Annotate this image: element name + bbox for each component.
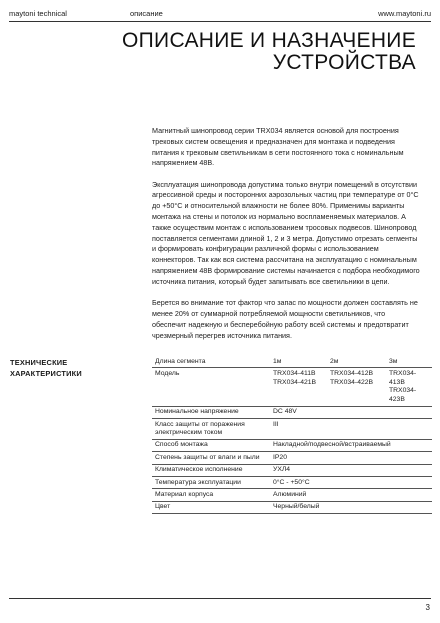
page-title [122, 30, 416, 74]
table-row [152, 501, 432, 513]
footer-divider [9, 598, 431, 599]
spec-value: УХЛ4 [270, 464, 432, 476]
specs-heading [10, 358, 82, 379]
header-divider [9, 21, 431, 22]
page-title-line-1: ОПИСАНИЕ И НАЗНАЧЕНИЕ [122, 29, 416, 52]
spec-label: Степень защиты от влаги и пыли [152, 452, 270, 464]
website-link[interactable]: www.maytoni.ru [378, 9, 431, 18]
spec-value: TRX034-412B TRX034-422B [327, 368, 386, 406]
specs-table [152, 356, 432, 514]
spec-value: 1м [270, 356, 327, 368]
spec-value: Алюминий [270, 489, 432, 501]
spec-label: Климатическое исполнение [152, 464, 270, 476]
page-number: 3 [425, 603, 430, 612]
spec-value: IP20 [270, 452, 432, 464]
spec-value: 2м [327, 356, 386, 368]
description-paragraph-1: Магнитный шинопровод серии TRX034 является основой для построения трековых систем освещения и предназначен для монтажа и подведения питания к трековым светильникам в сети постоянного тока с номинальным напряжением 48В. [152, 126, 404, 168]
specs-heading-line-2: ХАРАКТЕРИСТИКИ [10, 368, 82, 378]
table-row [152, 356, 432, 368]
table-row [152, 439, 432, 451]
description-paragraph-3: Берется во внимание тот фактор что запас по мощности должен составлять не менее 20% от суммарной потребляемой мощности светильников, что обеспечит надежную и бесперебойную работу всей системы и предотвратит чрезмерный перегрев источника питания. [152, 298, 418, 340]
description-paragraph-2: Эксплуатация шинопровода допустима только внутри помещений в отсутствии агрессивной среды и посторонних аэрозольных частиц при температуре от 0°С до +50°С и относительной влажности не более 80%. Применимы варианты монтажа на стены и потолок из нормально воспламеняемых материалов. А также осуществим монтаж с использованием тросовых подвесов. Шинопровод поставляется сегментами длиной 1, 2 и 3 метра. Допустимо отрезать сегменты и формировать конфигурации различной формы с использованием коннекторов. Так как вся система рассчитана на эксплуатацию с номинальным напряжением 48В формирование системы начинается с подбора необходимого источника питания, который будет запитывать все светильники в цепи. [152, 179, 420, 286]
spec-value: TRX034-413B TRX034-423B [386, 368, 432, 406]
page-header [9, 9, 431, 21]
spec-value: TRX034-411B TRX034-421B [270, 368, 327, 406]
spec-label: Номинальное напряжение [152, 406, 270, 418]
spec-value: 3м [386, 356, 432, 368]
table-row [152, 418, 432, 439]
spec-label: Длина сегмента [152, 356, 270, 368]
spec-value: Накладной/подвесной/встраиваемый [270, 439, 432, 451]
spec-label: Модель [152, 368, 270, 406]
table-row [152, 406, 432, 418]
brand-label: maytoni technical [9, 9, 67, 18]
spec-label: Материал корпуса [152, 489, 270, 501]
spec-value: 0°С - +50°С [270, 477, 432, 489]
spec-value: III [270, 418, 432, 439]
table-row [152, 368, 432, 406]
description-body [152, 126, 420, 352]
section-label: описание [130, 9, 163, 18]
table-row [152, 464, 432, 476]
table-row [152, 489, 432, 501]
spec-label: Температура эксплуатации [152, 477, 270, 489]
specs-heading-line-1: ТЕХНИЧЕСКИЕ [10, 358, 68, 367]
spec-value: Черный/белый [270, 501, 432, 513]
table-row [152, 477, 432, 489]
spec-label: Способ монтажа [152, 439, 270, 451]
page-title-line-2: УСТРОЙСТВА [272, 51, 416, 74]
spec-label: Цвет [152, 501, 270, 513]
spec-value: DC 48V [270, 406, 432, 418]
spec-label: Класс защиты от поражения электрическим током [152, 418, 270, 439]
table-row [152, 452, 432, 464]
